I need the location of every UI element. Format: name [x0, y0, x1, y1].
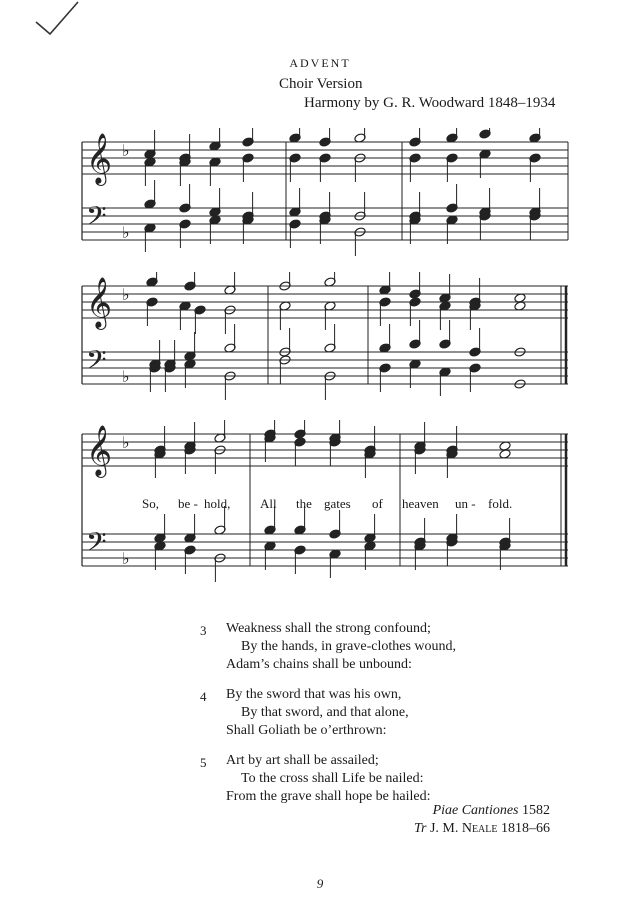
harmony-credit: Harmony by G. R. Woodward 1848–1934 — [304, 95, 556, 111]
verse-line: Weakness shall the strong confound; — [226, 621, 431, 636]
verse-line: From the grave shall hope be hailed: — [226, 789, 431, 804]
music-system-1 — [80, 128, 570, 258]
verses — [200, 620, 456, 818]
bass-clef: 𝄢 — [86, 200, 107, 238]
lyric-syllable: heaven — [402, 496, 439, 511]
lyric-syllable: So, — [142, 496, 159, 511]
corner-pencil-mark — [28, 0, 108, 40]
translator-credit — [414, 820, 550, 838]
lyrics-line — [80, 496, 570, 512]
flat-key-signature: ♭ — [122, 367, 130, 386]
music-system-2 — [80, 272, 570, 402]
verse-line: Shall Goliath be o’erthrown: — [226, 723, 387, 738]
verse-line: Adam’s chains shall be unbound: — [226, 657, 412, 672]
flat-key-signature: ♭ — [122, 549, 130, 568]
verse-line: By the sword that was his own, — [226, 687, 402, 702]
lyric-syllable: hold, — [204, 496, 231, 511]
lyric-syllable: the — [296, 496, 312, 511]
page-number: 9 — [316, 876, 324, 891]
verse-line: By the hands, in grave-clothes wound, — [241, 639, 457, 654]
verse-number: 3 — [200, 623, 207, 638]
verse-line: To the cross shall Life be nailed: — [241, 771, 424, 786]
translator-name: J. M. Neale — [429, 821, 498, 836]
lyric-syllable: All — [260, 496, 277, 511]
bass-clef: 𝄢 — [86, 526, 107, 564]
flat-key-signature: ♭ — [122, 223, 130, 242]
subtitle: Choir Version — [279, 76, 363, 92]
source-year: 1582 — [522, 803, 550, 818]
treble-clef: 𝄞 — [86, 133, 113, 184]
flat-key-signature: ♭ — [122, 141, 130, 160]
bass-clef: 𝄢 — [86, 344, 107, 382]
section-title: ADVENT — [289, 56, 351, 70]
flat-key-signature: ♭ — [122, 285, 130, 304]
lyric-syllable: gates — [324, 496, 351, 511]
treble-clef: 𝄞 — [86, 425, 113, 476]
translator-prefix: Tr — [413, 821, 427, 836]
lyric-syllable: un - — [455, 496, 476, 511]
verse-5 — [200, 752, 456, 806]
verse-number: 4 — [200, 689, 207, 704]
verse-line: By that sword, and that alone, — [241, 705, 409, 720]
lyric-syllable: of — [372, 496, 383, 511]
lyric-syllable: be - — [178, 496, 198, 511]
flat-key-signature: ♭ — [122, 433, 130, 452]
credits — [414, 802, 550, 838]
lyric-syllable: fold. — [488, 496, 513, 511]
treble-clef: 𝄞 — [86, 277, 113, 328]
source-credit — [414, 802, 550, 820]
verse-3 — [200, 620, 456, 674]
verse-line: Art by art shall be assailed; — [226, 753, 379, 768]
source-title: Piae Cantiones — [432, 803, 519, 818]
verse-number: 5 — [200, 755, 207, 770]
verse-4 — [200, 686, 456, 740]
translator-years: 1818–66 — [501, 821, 550, 836]
